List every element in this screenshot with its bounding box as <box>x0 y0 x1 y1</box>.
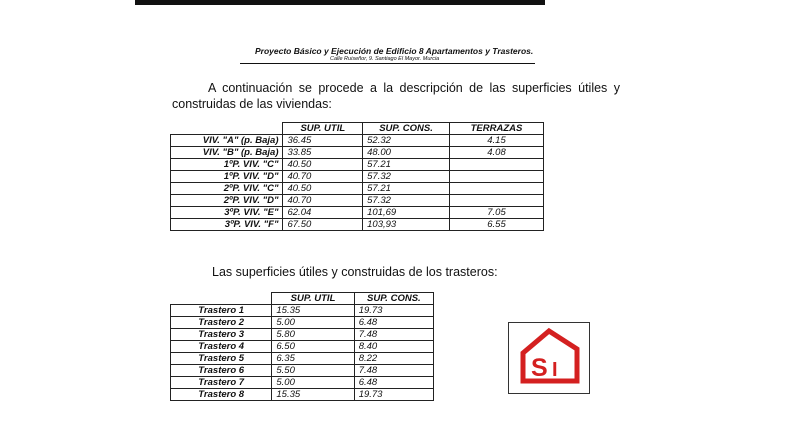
row-label: 1ºP. VIV. "D" <box>171 171 283 183</box>
cell-cons: 6.48 <box>354 377 433 389</box>
logo-letter-i: I <box>552 359 558 381</box>
cell-cons: 6.48 <box>354 317 433 329</box>
empty-header-cell <box>171 123 283 135</box>
cell-util: 15.35 <box>272 389 354 401</box>
table-row <box>171 195 544 207</box>
cell-util: 40.70 <box>283 195 363 207</box>
document-address: Calle Ruiseñor, 9. Santiago El Mayor. Murcia <box>330 56 440 62</box>
cell-util: 15.35 <box>272 305 354 317</box>
row-label: Trastero 1 <box>171 305 272 317</box>
cell-util: 5.50 <box>272 365 354 377</box>
cell-cons: 8.22 <box>354 353 433 365</box>
intro-line-1: A continuación se procede a la descripción de las superficies útiles y <box>208 81 620 95</box>
cell-util: 5.00 <box>272 377 354 389</box>
cell-util: 40.70 <box>283 171 363 183</box>
intro-paragraph <box>172 80 620 112</box>
cell-util: 36.45 <box>283 135 363 147</box>
cell-cons: 57.21 <box>363 183 450 195</box>
logo-letter-s: S <box>531 354 548 382</box>
cell-terr <box>449 159 543 171</box>
intro-line-2: construidas de las viviendas: <box>172 97 332 111</box>
row-label: 2ºP. VIV. "D" <box>171 195 283 207</box>
cell-terr: 6.55 <box>449 219 543 231</box>
cell-terr: 4.08 <box>449 147 543 159</box>
cell-terr <box>449 183 543 195</box>
cell-cons: 8.40 <box>354 341 433 353</box>
table-row <box>171 305 434 317</box>
header-sup-util: SUP. UTIL <box>272 293 354 305</box>
cell-util: 40.50 <box>283 183 363 195</box>
cell-terr <box>449 195 543 207</box>
trasteros-table <box>170 292 434 401</box>
trasteros-intro: Las superficies útiles y construidas de los trasteros: <box>212 265 498 279</box>
empty-header-cell <box>171 293 272 305</box>
row-label: VIV. "B" (p. Baja) <box>171 147 283 159</box>
cell-cons: 19.73 <box>354 305 433 317</box>
row-label: 3ºP. VIV. "F" <box>171 219 283 231</box>
cell-terr: 4.15 <box>449 135 543 147</box>
cell-util: 40.50 <box>283 159 363 171</box>
cell-cons: 57.21 <box>363 159 450 171</box>
scan-top-bar <box>135 0 545 5</box>
row-label: Trastero 3 <box>171 329 272 341</box>
table-header-row <box>171 293 434 305</box>
row-label: Trastero 6 <box>171 365 272 377</box>
cell-util: 6.50 <box>272 341 354 353</box>
row-label: Trastero 2 <box>171 317 272 329</box>
cell-terr <box>449 171 543 183</box>
cell-cons: 7.48 <box>354 365 433 377</box>
row-label: 1ºP. VIV. "C" <box>171 159 283 171</box>
table-row <box>171 207 544 219</box>
cell-cons: 101,69 <box>363 207 450 219</box>
table-row <box>171 365 434 377</box>
header-sup-cons: SUP. CONS. <box>363 123 450 135</box>
cell-cons: 52.32 <box>363 135 450 147</box>
table-row <box>171 135 544 147</box>
cell-util: 5.00 <box>272 317 354 329</box>
cell-cons: 57.32 <box>363 195 450 207</box>
row-label: Trastero 5 <box>171 353 272 365</box>
document-title: Proyecto Básico y Ejecución de Edificio 8 Apartamentos y Trasteros. <box>255 46 534 56</box>
table-header-row <box>171 123 544 135</box>
row-label: 2ºP. VIV. "C" <box>171 183 283 195</box>
row-label: Trastero 8 <box>171 389 272 401</box>
row-label: 3ºP. VIV. "E" <box>171 207 283 219</box>
cell-cons: 7.48 <box>354 329 433 341</box>
cell-cons: 48.00 <box>363 147 450 159</box>
cell-util: 5.80 <box>272 329 354 341</box>
table-row <box>171 171 544 183</box>
table-row <box>171 377 434 389</box>
cell-cons: 103,93 <box>363 219 450 231</box>
cell-util: 33.85 <box>283 147 363 159</box>
cell-util: 62.04 <box>283 207 363 219</box>
house-logo-icon <box>509 323 589 393</box>
header-rule <box>240 63 535 64</box>
cell-terr: 7.05 <box>449 207 543 219</box>
row-label: Trastero 7 <box>171 377 272 389</box>
header-sup-util: SUP. UTIL <box>283 123 363 135</box>
row-label: VIV. "A" (p. Baja) <box>171 135 283 147</box>
table-row <box>171 353 434 365</box>
table-row <box>171 329 434 341</box>
header-sup-cons: SUP. CONS. <box>354 293 433 305</box>
cell-cons: 57.32 <box>363 171 450 183</box>
cell-util: 6.35 <box>272 353 354 365</box>
cell-util: 67.50 <box>283 219 363 231</box>
table-row <box>171 147 544 159</box>
table-row <box>171 219 544 231</box>
table-row <box>171 183 544 195</box>
table-row <box>171 389 434 401</box>
cell-cons: 19.73 <box>354 389 433 401</box>
table-row <box>171 341 434 353</box>
header-terrazas: TERRAZAS <box>449 123 543 135</box>
table-row <box>171 159 544 171</box>
table-row <box>171 317 434 329</box>
company-logo <box>508 322 590 394</box>
viviendas-table <box>170 122 544 231</box>
row-label: Trastero 4 <box>171 341 272 353</box>
